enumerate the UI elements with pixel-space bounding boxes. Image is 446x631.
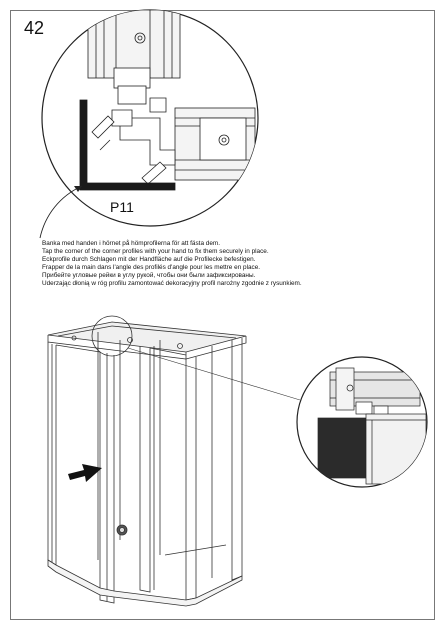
instruction-line-pl: Uderzając dłonią w róg profilu zamontować dekoracyjny profil narożny zgodnie z rysunkiem.	[42, 280, 302, 288]
corner-zoom-circle	[297, 357, 427, 487]
profile-label: P11	[110, 199, 134, 215]
corner-detail-circle	[42, 10, 258, 226]
arrow-icon	[68, 464, 102, 482]
instruction-line-ru: Прибейте угловые рейки в углу рукой, чтобы они были зафиксированы.	[42, 272, 256, 280]
instructions-text	[42, 240, 422, 289]
shower-cabin-drawing	[48, 322, 246, 606]
step-number: 42	[24, 18, 45, 38]
instruction-line-sv: Banka med handen i hörnet på hömprofilerna för att fästa dem.	[42, 240, 220, 247]
instruction-line-fr: Frapper de la main dans l'angle des profilés d'angle pour les mettre en place.	[42, 264, 261, 272]
instruction-line-en: Tap the corner of the corner profiles with your hand to fix them securely in place.	[42, 248, 269, 256]
instruction-line-de: Eckprofile durch Schlagen mit der Handfläche auf die Profilecke befestigen.	[42, 256, 256, 264]
